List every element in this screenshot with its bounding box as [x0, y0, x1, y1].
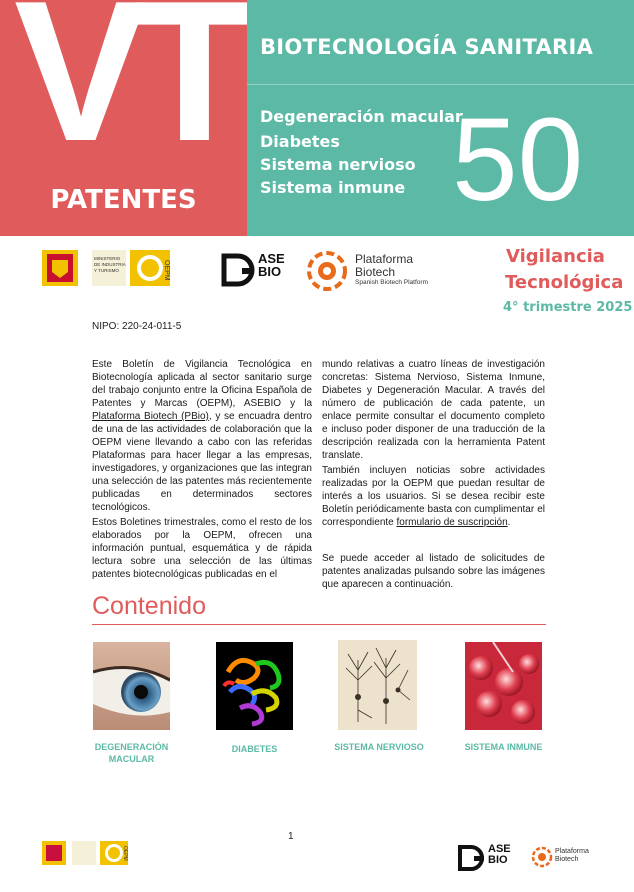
asebio-mark-icon: [218, 250, 258, 292]
sistema-inmune-image[interactable]: [465, 642, 542, 730]
ministry-line3: Y TURISMO: [94, 268, 119, 273]
asebio-logo[interactable]: [218, 250, 288, 292]
caption-sistema-inmune[interactable]: [458, 741, 549, 753]
page-number: 1: [288, 831, 294, 842]
contenido-divider: [92, 624, 546, 625]
access-paragraph: Se puede acceder al listado de solicitudes de patentes analizadas pulsando sobre las imágenes que aparecen a continuación.: [322, 553, 545, 590]
vt-logo-text: VT: [14, 0, 242, 183]
plataforma-line2: Biotech: [355, 265, 396, 279]
topic-diabetes: Diabetes: [260, 132, 340, 151]
ministry-line1: MINISTERIO: [94, 256, 121, 261]
footer-plataforma-line1: Plataforma: [555, 848, 589, 855]
footer-asebio-logo[interactable]: [456, 842, 516, 876]
caption-line1: SISTEMA INMUNE: [464, 742, 543, 752]
research-lines-paragraph: mundo relativas a cuatro líneas de investigación concretas: Sistema Nervioso, Sistema Inmune, Diabetes y Degeneración Macular. A través del número de publicación de cada patente, un enlace permite consultar el documento completo e incluso poder disponer de una traducción de la descripción realizada con la herramienta Patent translate.: [322, 359, 545, 461]
header-divider: [247, 84, 634, 85]
vigilancia-line1: Vigilancia: [506, 246, 605, 267]
footer-oepm-label: OEPM: [122, 846, 128, 861]
footer-plataforma-logo[interactable]: [531, 846, 601, 870]
plataforma-line1: Plataforma: [355, 252, 414, 266]
topic-sistema-inmune: Sistema inmune: [260, 178, 406, 197]
footer-asebio-top: ASE: [488, 843, 511, 855]
series-label: PATENTES: [50, 185, 197, 215]
caption-line1: DEGENERACIÓN: [94, 742, 169, 752]
neuron-drawing-icon: [338, 640, 417, 730]
news-text-end: .: [507, 517, 511, 528]
diabetes-image[interactable]: [216, 642, 293, 730]
ministry-line2: DE INDUSTRIA: [94, 262, 126, 267]
intro-paragraph: [92, 358, 312, 514]
contenido-title: Contenido: [92, 592, 206, 620]
ministry-logo[interactable]: [42, 248, 182, 288]
plataforma-biotech-logo[interactable]: [305, 250, 455, 292]
sistema-nervioso-image[interactable]: [338, 640, 417, 730]
asebio-top: ASE: [258, 251, 285, 266]
caption-sistema-nervioso[interactable]: [325, 741, 433, 753]
nipo-code: NIPO: 220-24-011-5: [92, 321, 182, 332]
eye-icon: [93, 642, 170, 730]
topic-degeneracion-macular: Degeneración macular: [260, 107, 463, 126]
header-red-block: [0, 0, 247, 236]
blood-cells-icon: [465, 642, 542, 730]
issue-number: 50: [452, 94, 584, 226]
sector-title: BIOTECNOLOGÍA SANITARIA: [260, 35, 594, 59]
degeneracion-macular-image[interactable]: [93, 642, 170, 730]
boletines-paragraph: Estos Boletines trimestrales, como el resto de los elaborados por la OEPM, ofrecen una información puntual, esquemática y de rápida lectura sobre una selección de las últimas patentes biotecnológicas publicadas en el: [92, 517, 312, 580]
caption-line2: MACULAR: [108, 754, 155, 764]
oepm-label: OEPM: [163, 260, 170, 281]
asebio-bottom: BIO: [258, 264, 282, 279]
caption-line1: SISTEMA NERVIOSO: [334, 742, 424, 752]
caption-diabetes[interactable]: [210, 743, 299, 755]
footer-asebio-mark-icon: [456, 842, 488, 876]
footer-asebio-bottom: BIO: [488, 854, 508, 866]
footer-plataforma-line2: Biotech: [555, 856, 579, 863]
news-text: También incluyen noticias sobre actividades realizadas por la OEPM que puedan resultar de interés a los usuarios. Si se desea recibir este Boletín periódicamente basta con cumplimentar el correspondiente: [322, 465, 545, 528]
footer-spain-shield-icon: [42, 840, 134, 866]
intro-text-end: , y se encuadra dentro de una de las actividades de colaboración que la OEPM viene llevando a cabo con las referidas Plataformas para hacer llegar a las empresas, investigadores, y organizaciones que las integran una selección de las patentes más recientemente publicadas en determinados sectores tecnológicos.: [92, 411, 312, 513]
footer-biotech-flower-icon: [531, 846, 553, 868]
plataforma-biotech-link[interactable]: Plataforma Biotech (PBio): [92, 411, 209, 422]
biotech-flower-icon: [305, 250, 349, 292]
topic-sistema-nervioso: Sistema nervioso: [260, 155, 416, 174]
protein-structure-icon: [216, 642, 293, 730]
subscription-form-link[interactable]: formulario de suscripción: [396, 517, 508, 528]
intro-text-start: Este Boletín de Vigilancia Tecnológica en Biotecnología aplicada al sector sanitario surge del trabajo conjunto entre la Oficina Española de Patentes y Marcas (OEPM), ASEBIO y la: [92, 359, 312, 409]
plataforma-sub: Spanish Biotech Platform: [355, 279, 428, 286]
vigilancia-line2: Tecnológica: [505, 272, 624, 293]
news-paragraph: [322, 464, 545, 529]
footer-ministry-logo[interactable]: [42, 840, 134, 866]
caption-line1: DIABETES: [231, 744, 278, 754]
caption-degeneracion-macular[interactable]: [88, 741, 175, 765]
quarter-label: 4° trimestre 2025: [503, 300, 633, 315]
